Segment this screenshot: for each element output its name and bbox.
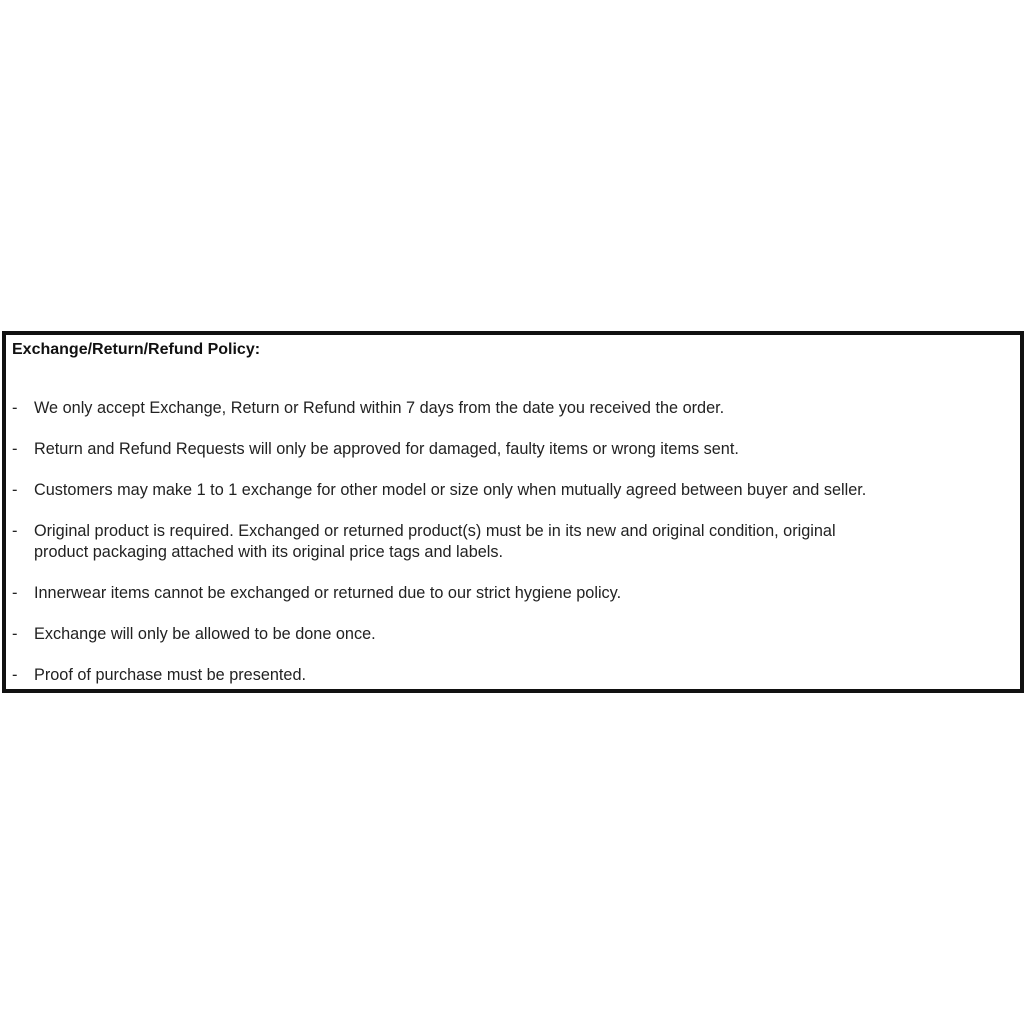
bullet-dash: -: [12, 624, 18, 643]
policy-item-text-line1: Original product is required. Exchanged or returned product(s) must be in its new and original condition, original: [34, 522, 836, 540]
policy-item-text: Customers may make 1 to 1 exchange for other model or size only when mutually agreed between buyer and seller.: [34, 481, 867, 499]
policy-item-text: Return and Refund Requests will only be approved for damaged, faulty items or wrong items sent.: [34, 440, 739, 458]
bullet-dash: -: [12, 665, 18, 684]
bullet-dash: -: [12, 522, 18, 540]
policy-item-text: We only accept Exchange, Return or Refund within 7 days from the date you received the order.: [34, 399, 725, 417]
policy-item-text-line2: product packaging attached with its original price tags and labels.: [34, 542, 504, 561]
policy-item-text: Innerwear items cannot be exchanged or returned due to our strict hygiene policy.: [34, 583, 622, 602]
bullet-dash: -: [12, 481, 18, 499]
bullet-dash: -: [12, 399, 18, 417]
policy-box: [2, 331, 1024, 693]
policy-item-text: Proof of purchase must be presented.: [34, 665, 307, 684]
bullet-dash: -: [12, 583, 18, 602]
policy-item-text: Exchange will only be allowed to be done once.: [34, 624, 376, 643]
policy-item: [6, 398, 1020, 419]
policy-item: [6, 665, 1020, 686]
policy-item: [6, 439, 1020, 460]
policy-item: [6, 521, 1020, 562]
policy-item: [6, 583, 1020, 604]
policy-list: [6, 398, 1020, 706]
policy-item: [6, 624, 1020, 645]
bullet-dash: -: [12, 440, 18, 458]
policy-title: Exchange/Return/Refund Policy:: [12, 341, 261, 358]
policy-item: [6, 480, 1020, 501]
